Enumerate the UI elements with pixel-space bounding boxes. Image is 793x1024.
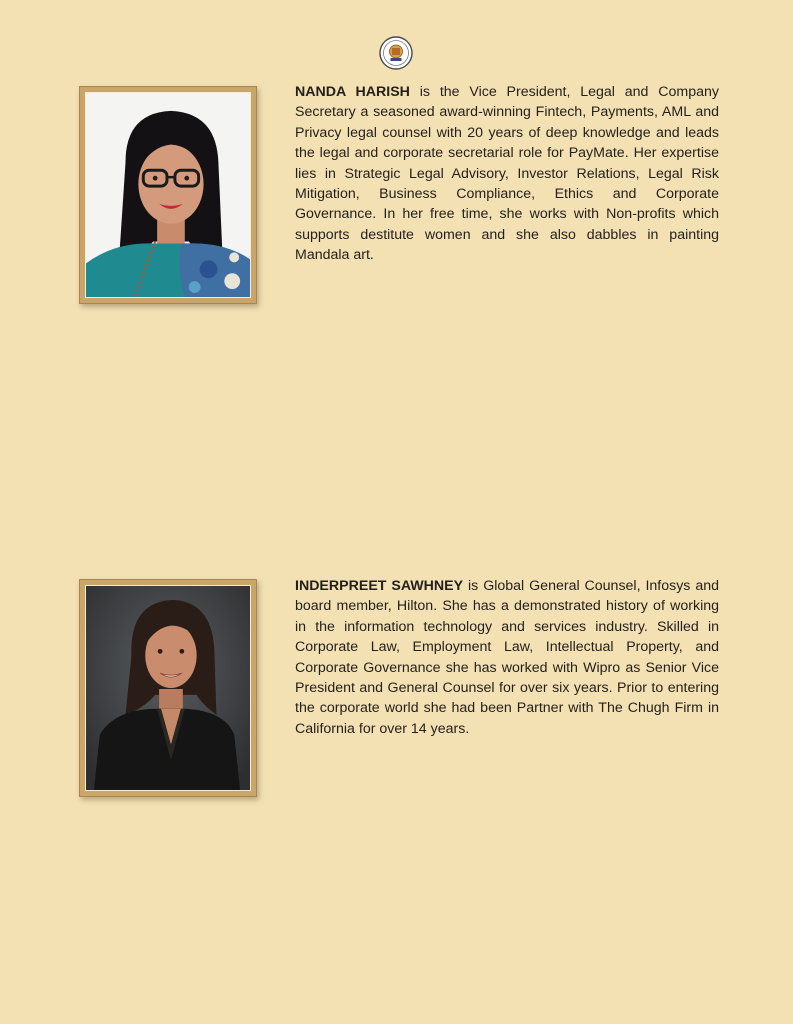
seal-logo-icon bbox=[379, 36, 413, 70]
profile-photo-nanda-harish bbox=[79, 86, 257, 304]
bio-inderpreet-sawhney bbox=[295, 576, 719, 739]
profile-bio-text: is the Vice President, Legal and Company Secretary a seasoned award-winning Fintech, Payments, AML and Privacy legal counsel with 20 years of deep knowledge and leads the legal and corporate secretarial role for PayMate. Her expertise lies in Strategic Legal Advisory, Investor Relations, Legal Risk Mitigation, Business Compliance, Ethics and Corporate Governance. In her free time, she works with Non-profits which supports destitute women and she also dabbles in painting Mandala art. bbox=[295, 84, 719, 264]
profile-name: NANDA HARISH bbox=[295, 84, 410, 100]
profile-photo-inderpreet-sawhney bbox=[79, 579, 257, 797]
profile-name: INDERPREET SAWHNEY bbox=[295, 578, 464, 594]
portrait-image bbox=[86, 586, 250, 790]
bio-nanda-harish bbox=[295, 82, 719, 266]
portrait-image bbox=[86, 93, 250, 297]
profile-bio-text: is Global General Counsel, Infosys and board member, Hilton. She has a demonstrated history of working in the information technology and services industry. Skilled in Corporate Law, Employment Law, Intellectual Property, and Corporate Governance she has worked with Wipro as Senior Vice President and General Counsel for over six years. Prior to entering the corporate world she had been Partner with The Chugh Firm in California for over 14 years. bbox=[295, 578, 719, 737]
